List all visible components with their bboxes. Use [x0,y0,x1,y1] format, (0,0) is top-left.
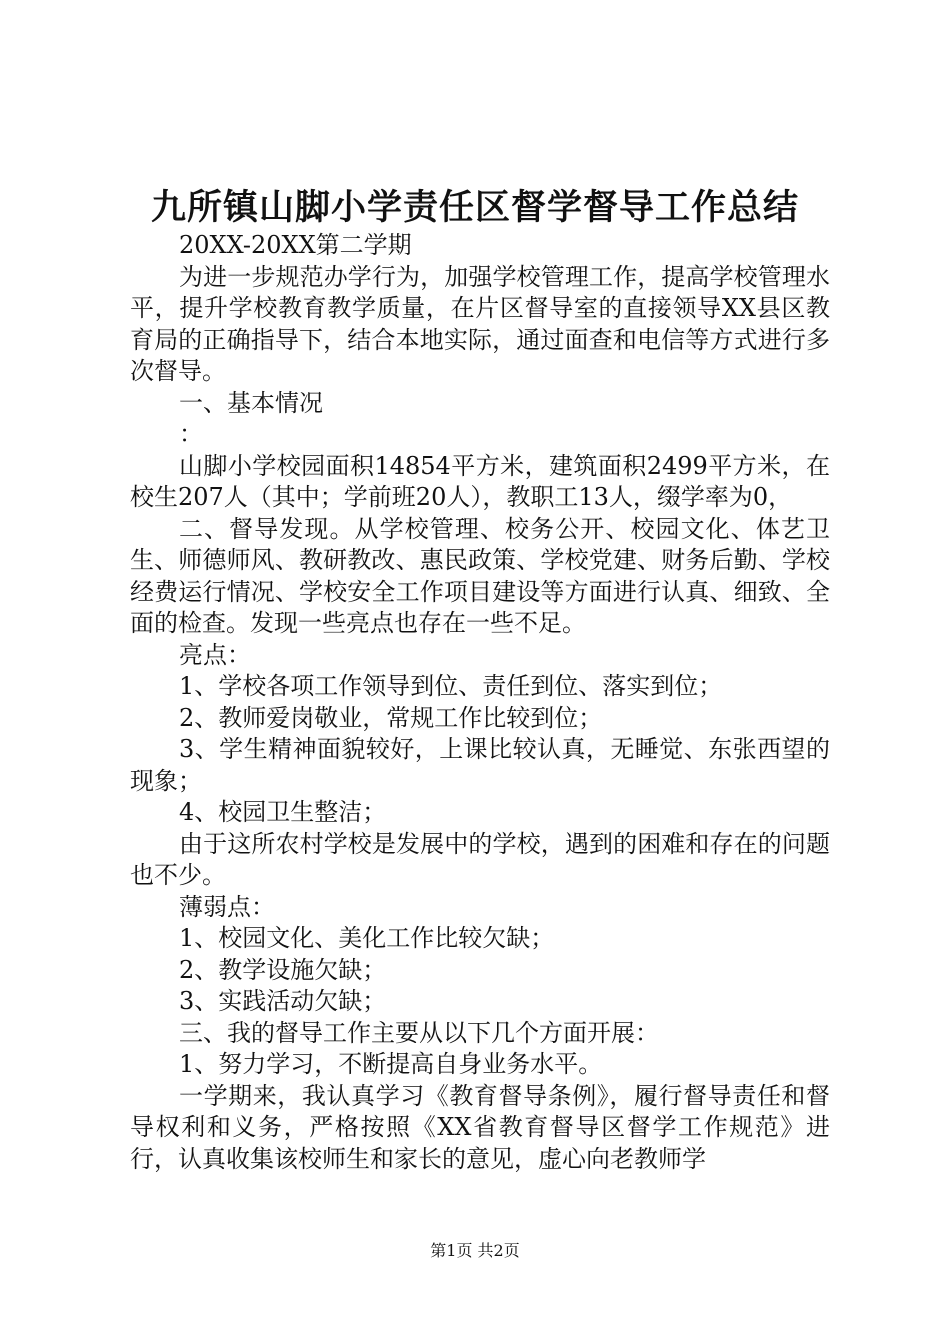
paragraph: 20XX-20XX第二学期 [179,231,412,259]
list-item: 2、教师爱岗敬业，常规工作比较到位； [179,703,603,732]
list-item: 4、校园卫生整洁； [179,798,387,826]
document-body [130,230,830,1175]
list-item: 1、努力学习，不断提高自身业务水平。 [179,1050,603,1078]
list-item: 3、学生精神面貌较好，上课比较认真，无睡觉、东张西望的现象； [130,735,830,795]
paragraph: 由于这所农村学校是发展中的学校，遇到的困难和存在的问题也不少。 [130,829,830,889]
section-heading: 一、基本情况 [179,388,323,417]
paragraph: ： [179,420,203,448]
page-footer: 第1页 共2页 [430,1241,520,1260]
paragraph: 为进一步规范办学行为，加强学校管理工作，提高学校管理水平，提升学校教育教学质量，在片区督导室的直接领导XX县区教育局的正确指导下，结合本地实际，通过面查和电信等方式进行多次督导。 [130,262,830,385]
list-item: 1、校园文化、美化工作比较欠缺； [179,924,555,952]
document-title: 九所镇山脚小学责任区督学督导工作总结 [150,187,799,228]
subheading: 薄弱点： [179,892,275,921]
paragraph: 一学期来，我认真学习《教育督导条例》，履行督导责任和督导权利和义务，严格按照《XX省教育督导区督学工作规范》进行，认真收集该校师生和家长的意见，虚心向老教师学 [130,1081,830,1173]
list-item: 1、学校各项工作领导到位、责任到位、落实到位； [179,672,723,700]
list-item: 2、教学设施欠缺； [179,955,387,984]
paragraph: 二、督导发现。从学校管理、校务公开、校园文化、体艺卫生、师德师风、教研教改、惠民政策、学校党建、财务后勤、学校经费运行情况、学校安全工作项目建设等方面进行认真、细致、全面的检查。发现一些亮点也存在一些不足。 [130,514,830,637]
section-heading: 三、我的督导工作主要从以下几个方面开展： [179,1018,659,1047]
list-item: 3、实践活动欠缺； [179,987,387,1015]
subheading: 亮点： [179,640,251,669]
paragraph: 山脚小学校园面积14854平方米，建筑面积2499平方米，在校生207人（其中；学前班20人），教职工13人，缀学率为0， [130,451,830,511]
